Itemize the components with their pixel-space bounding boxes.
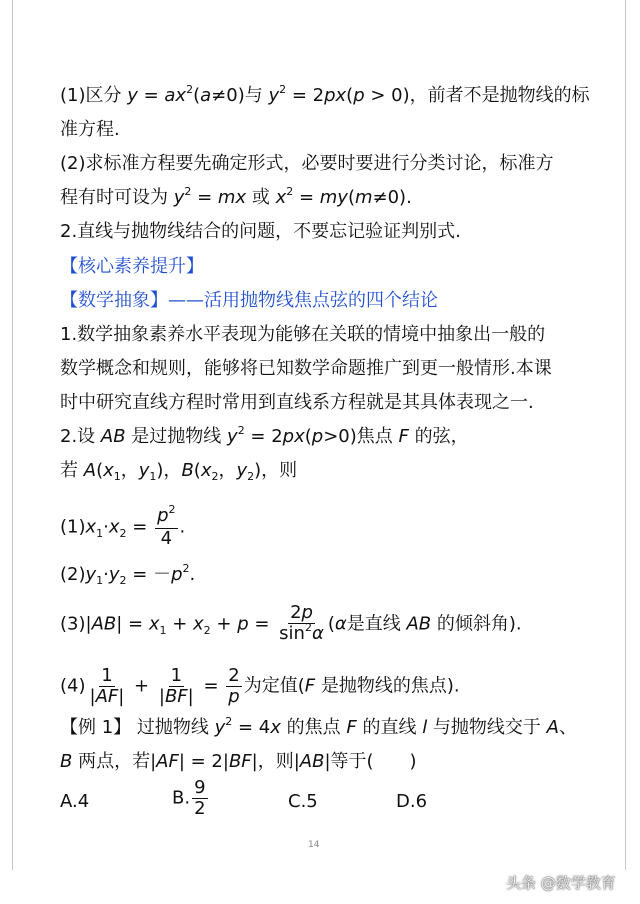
text: | <box>187 686 194 707</box>
var: m <box>354 187 373 208</box>
text: ( <box>347 187 355 208</box>
var: my <box>319 187 348 208</box>
text: ≠0). <box>372 187 412 208</box>
var: y <box>268 85 280 106</box>
var: B <box>181 460 194 481</box>
subscript: 2 <box>211 470 219 483</box>
text: 的弦， <box>408 426 469 447</box>
text: )， <box>156 460 182 481</box>
text: + <box>166 613 194 635</box>
fraction <box>88 666 127 707</box>
text: ， <box>218 460 237 481</box>
numerator: 1 <box>101 665 113 686</box>
var: p <box>301 602 313 623</box>
text: )，则 <box>254 460 298 481</box>
text: 两点，若| <box>72 751 157 772</box>
text: = <box>293 187 320 208</box>
var: y <box>236 460 248 481</box>
exponent: 2 <box>304 621 312 634</box>
text: sin <box>279 623 305 644</box>
var: y <box>85 564 97 585</box>
option-c: C.5 <box>288 791 318 812</box>
subscript: 1 <box>149 470 157 483</box>
var: AB <box>299 751 325 772</box>
fraction <box>155 503 177 549</box>
text: 【例 1】 过抛物线 <box>60 717 215 738</box>
numerator: 1 <box>170 665 183 686</box>
denominator <box>88 687 127 707</box>
text: = <box>137 85 165 106</box>
item2-line2 <box>60 186 412 212</box>
text: + <box>210 613 238 635</box>
var: α <box>334 613 347 635</box>
text: 是过抛物线 <box>125 426 228 447</box>
var: px <box>282 426 305 447</box>
heading-core-literacy: 【核心素养提升】 <box>60 256 204 277</box>
text: |，则| <box>251 751 300 772</box>
var: x <box>275 187 287 208</box>
text: 若 <box>60 460 84 481</box>
text: | = 2| <box>178 751 229 772</box>
var: A <box>83 460 97 481</box>
subscript: 2 <box>119 526 127 540</box>
var: mx <box>217 187 247 208</box>
var: p <box>311 426 324 447</box>
text: = <box>197 675 225 697</box>
text: 与抛物线交于 <box>427 717 547 738</box>
var: AF <box>156 751 179 772</box>
text: ( <box>96 460 104 481</box>
var: p <box>171 564 183 585</box>
var: AB <box>91 613 117 635</box>
text: >0)焦点 <box>323 426 399 447</box>
para1-line3: 时中研究直线方程时常用到直线系方程就是其具体表现之一. <box>60 392 534 413</box>
text: ( <box>346 85 354 106</box>
text: 为定值( <box>243 675 305 697</box>
text: = <box>191 187 218 208</box>
text: 2 <box>290 602 302 623</box>
page-number: 14 <box>308 840 320 850</box>
conclusion-3 <box>60 603 522 646</box>
var: y <box>108 564 120 585</box>
var: x <box>85 516 97 538</box>
text: ≠0)与 <box>211 85 269 106</box>
var: AB <box>100 426 126 447</box>
exponent: 2 <box>225 715 233 728</box>
var: α <box>311 623 324 644</box>
var: x <box>200 460 212 481</box>
denominator: p <box>228 686 240 707</box>
exponent: 2 <box>286 185 294 198</box>
var: x <box>270 717 281 738</box>
text: (1) <box>60 516 86 538</box>
text: (2) <box>60 564 86 585</box>
exponent: 2 <box>279 83 287 96</box>
option-b <box>172 778 210 819</box>
para1-line1: 1.数学抽象素养水平表现为能够在关联的情境中抽象出一般的 <box>60 324 546 345</box>
fraction <box>226 666 241 707</box>
var: F <box>398 426 409 447</box>
text: · <box>103 516 109 538</box>
var: p <box>157 505 169 526</box>
fraction <box>277 603 326 646</box>
text: (3)| <box>60 613 92 635</box>
var: F <box>304 675 316 697</box>
text: · <box>103 564 109 585</box>
text: 或 <box>246 187 276 208</box>
text: = － <box>126 564 172 585</box>
text: ( <box>193 460 201 481</box>
text: 2.设 <box>60 426 101 447</box>
subscript: 2 <box>203 623 211 637</box>
var: BF <box>164 686 188 707</box>
text: . <box>179 516 186 538</box>
var: y <box>173 187 185 208</box>
exponent: 2 <box>168 503 176 516</box>
var: F <box>346 717 357 738</box>
subscript: 2 <box>247 470 255 483</box>
example-line1 <box>60 716 577 742</box>
exponent: 2 <box>182 562 190 575</box>
denominator: 2 <box>194 798 206 819</box>
var: x <box>103 460 114 481</box>
var: y <box>127 85 138 106</box>
text: | <box>89 686 96 707</box>
var: AB <box>406 613 432 635</box>
var: BF <box>228 751 252 772</box>
text: | <box>118 686 125 707</box>
item1-line2: 准方程. <box>60 119 120 140</box>
watermark: 头条 @数学教育 <box>506 874 616 892</box>
subscript: 1 <box>96 526 104 540</box>
subscript: 2 <box>119 574 127 587</box>
denominator <box>277 621 326 646</box>
text: | = <box>116 613 149 635</box>
var: px <box>324 85 347 106</box>
option-a: A.4 <box>60 791 90 812</box>
fraction <box>157 666 196 707</box>
var: y <box>214 717 226 738</box>
text: = <box>126 516 154 538</box>
var: B <box>60 751 73 772</box>
text: 程有时可设为 <box>60 187 174 208</box>
subscript: 1 <box>113 470 121 483</box>
text: |等于( ) <box>324 751 417 772</box>
var: A <box>546 717 559 738</box>
exponent: 2 <box>184 185 192 198</box>
text: ， <box>120 460 139 481</box>
numerator: 9 <box>194 777 206 798</box>
numerator <box>155 503 177 529</box>
var: l <box>422 717 428 738</box>
point-2: 2.直线与抛物线结合的问题，不要忘记验证判别式. <box>60 221 461 242</box>
text: = 4 <box>232 717 271 738</box>
text: 的倾斜角). <box>431 613 522 635</box>
var: y <box>138 460 150 481</box>
var: a <box>200 85 212 106</box>
subscript: 1 <box>96 574 104 587</box>
example-line2 <box>60 750 417 774</box>
denominator: 4 <box>160 528 173 549</box>
var: p <box>353 85 365 106</box>
text: + <box>128 675 155 697</box>
option-d: D.6 <box>396 791 428 812</box>
var: x <box>108 516 120 538</box>
text: ( <box>304 426 312 447</box>
text: (4) <box>60 675 86 697</box>
var: y <box>227 426 238 447</box>
para2-line2 <box>60 459 297 485</box>
text: B. <box>172 787 191 809</box>
var: AF <box>95 686 119 707</box>
item1-line1 <box>60 84 590 110</box>
item2-line1: (2)求标准方程要先确定形式，必要时要进行分类讨论，标准方 <box>60 153 554 174</box>
subscript: 1 <box>159 623 167 637</box>
item1-label: (1)区分 <box>60 85 128 106</box>
fraction <box>192 778 207 819</box>
conclusion-1 <box>60 503 186 549</box>
text: ( <box>327 613 335 635</box>
text: 的焦点 <box>280 717 347 738</box>
exponent: 2 <box>186 83 194 96</box>
exponent: 2 <box>237 424 245 437</box>
heading-math-abstraction: 【数学抽象】——活用抛物线焦点弦的四个结论 <box>60 290 438 311</box>
text: 是抛物线的焦点). <box>315 675 460 697</box>
conclusion-2 <box>60 563 195 589</box>
var: ax <box>164 85 187 106</box>
var: x <box>193 613 204 635</box>
text: . <box>189 564 196 585</box>
text: = 2 <box>244 426 283 447</box>
text: | <box>158 686 165 707</box>
para2-line1 <box>60 425 469 451</box>
text: 、 <box>558 717 577 738</box>
text: 是直线 <box>346 613 407 635</box>
denominator <box>157 687 196 707</box>
para1-line2: 数学概念和规则，能够将已知数学命题推广到更一般情形.本课 <box>60 358 552 379</box>
text: > 0)，前者不是抛物线的标 <box>364 85 590 106</box>
var: x <box>148 613 160 635</box>
var: p <box>237 613 249 635</box>
text: = <box>248 613 276 635</box>
text: = 2 <box>286 85 325 106</box>
text: ( <box>193 85 201 106</box>
text: 的直线 <box>356 717 423 738</box>
conclusion-4 <box>60 666 460 707</box>
numerator: 2 <box>228 665 240 686</box>
